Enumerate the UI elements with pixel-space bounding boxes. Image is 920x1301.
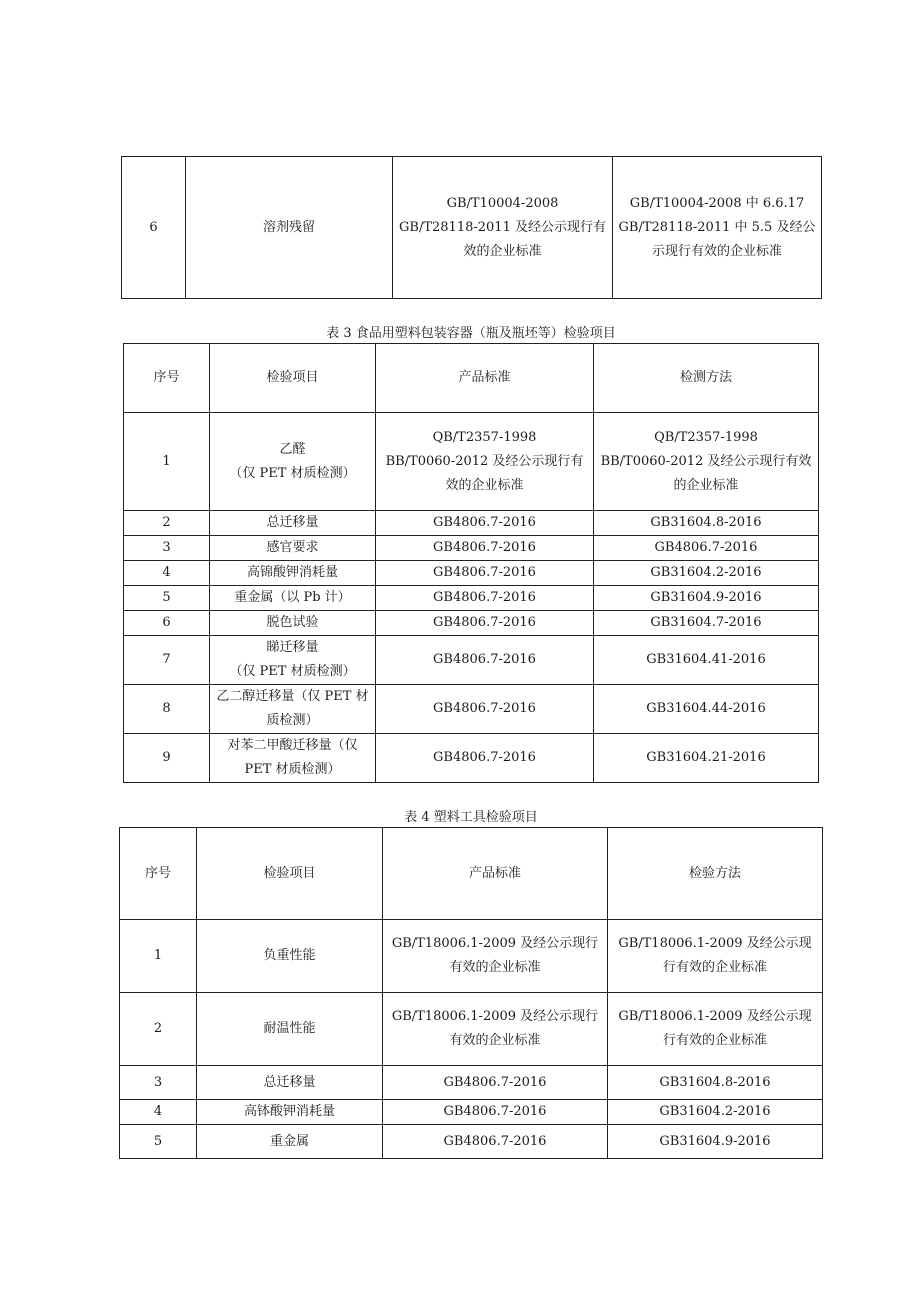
product-standard	[376, 536, 594, 561]
inspection-item: 溶剂残留	[186, 157, 393, 299]
standard-line: GB4806.7-2016	[443, 1133, 547, 1149]
row-number: 7	[124, 636, 210, 685]
method-line: GB31604.44-2016	[646, 701, 766, 716]
test-method	[594, 586, 819, 611]
header-row	[120, 828, 823, 920]
row-number: 4	[124, 561, 210, 586]
inspection-item	[210, 561, 376, 586]
method-line: GB31604.2-2016	[659, 1104, 771, 1119]
table-row	[124, 413, 819, 511]
test-method	[608, 1125, 823, 1159]
item-line: 睇迁移量	[266, 640, 319, 655]
inspection-item	[210, 586, 376, 611]
standard-line: 有效的企业标准	[449, 960, 541, 975]
method-line: GB/T18006.1-2009 及经公示现	[618, 936, 812, 951]
product-standard	[376, 611, 594, 636]
standard-line: GB/T10004-2008	[446, 195, 559, 211]
standard-line: BB/T0060-2012 及经公示现行有	[385, 453, 584, 469]
inspection-item	[210, 734, 376, 783]
method-line: GB31604.7-2016	[650, 615, 762, 630]
row-number: 5	[120, 1125, 197, 1159]
standard-line: 效的企业标准	[463, 243, 542, 259]
method-line: 行有效的企业标准	[662, 1033, 767, 1048]
item-line: （仅 PET 材质检测）	[229, 465, 356, 481]
product-standard	[376, 586, 594, 611]
item-line: 高锦酸钾消耗量	[246, 565, 338, 580]
standard-line: GB4806.7-2016	[443, 1104, 547, 1119]
inspection-item	[210, 413, 376, 511]
standard-line: QB/T2357-1998	[432, 429, 537, 445]
product-standard	[376, 734, 594, 783]
table-row	[124, 685, 819, 734]
table-row	[120, 920, 823, 993]
item-line: （仅 PET 材质检测）	[229, 664, 356, 679]
item-line: 脱色试验	[266, 615, 319, 630]
product-standard	[383, 1100, 608, 1125]
standard-line: GB4806.7-2016	[443, 1074, 547, 1090]
method-line: GB31604.21-2016	[646, 750, 766, 765]
table-top-continuation	[121, 156, 822, 299]
header-standard: 产品标准	[376, 344, 594, 413]
item-line: 乙二醇迁移量（仅 PET 材	[216, 689, 369, 704]
item-line: 重金属（以 Pb 计）	[234, 590, 351, 605]
row-number: 8	[124, 685, 210, 734]
inspection-item	[210, 636, 376, 685]
inspection-item	[197, 1125, 383, 1159]
header-no: 序号	[124, 344, 210, 413]
table4	[119, 827, 823, 1159]
test-method	[594, 561, 819, 586]
header-item: 检验项目	[210, 344, 376, 413]
product-standard	[376, 561, 594, 586]
product-standard	[376, 511, 594, 536]
header-method: 检测方法	[594, 344, 819, 413]
header-standard: 产品标准	[383, 828, 608, 920]
standard-line: GB4806.7-2016	[433, 652, 536, 667]
test-method	[608, 993, 823, 1066]
test-method	[613, 157, 822, 299]
standard-line: GB4806.7-2016	[433, 701, 536, 716]
standard-line: GB4806.7-2016	[433, 565, 536, 580]
method-line: 的企业标准	[673, 477, 739, 493]
method-line: GB31604.2-2016	[650, 565, 762, 580]
table3	[123, 343, 819, 783]
table-row	[124, 611, 819, 636]
test-method	[594, 611, 819, 636]
item-line: 总迁移量	[263, 1074, 316, 1090]
product-standard	[383, 1125, 608, 1159]
table-row	[120, 1125, 823, 1159]
row-number: 2	[120, 993, 197, 1066]
method-line: QB/T2357-1998	[654, 429, 758, 445]
row-number: 1	[124, 413, 210, 511]
item-line: PET 材质检测）	[244, 762, 341, 777]
table4-caption: 表 4 塑料工具检验项目	[404, 810, 538, 825]
row-number: 4	[120, 1100, 197, 1125]
method-line: GB/T10004-2008 中 6.6.17	[629, 195, 805, 211]
product-standard	[383, 1066, 608, 1100]
inspection-item	[210, 611, 376, 636]
table-row	[124, 511, 819, 536]
test-method	[594, 413, 819, 511]
row-number: 1	[120, 920, 197, 993]
row-number: 2	[124, 511, 210, 536]
row-number: 3	[124, 536, 210, 561]
standard-line: GB4806.7-2016	[433, 515, 536, 530]
inspection-item	[197, 1066, 383, 1100]
inspection-item	[210, 685, 376, 734]
product-standard	[393, 157, 613, 299]
method-line: GB/T28118-2011 中 5.5 及经公	[618, 219, 816, 235]
table-row	[124, 734, 819, 783]
test-method	[594, 734, 819, 783]
table-row	[124, 586, 819, 611]
row-number: 6	[122, 157, 186, 299]
standard-line: GB/T18006.1-2009 及经公示现行	[391, 1009, 599, 1024]
method-line: GB/T18006.1-2009 及经公示现	[618, 1009, 812, 1024]
method-line: GB31604.9-2016	[659, 1133, 771, 1149]
row-number: 5	[124, 586, 210, 611]
test-method	[608, 920, 823, 993]
method-line: GB4806.7-2016	[654, 540, 758, 555]
standard-line: GB4806.7-2016	[433, 615, 536, 630]
table3-caption: 表 3 食品用塑料包装容器（瓶及瓶坯等）检验项目	[326, 326, 616, 341]
product-standard	[383, 993, 608, 1066]
table-row	[124, 536, 819, 561]
header-method: 检验方法	[608, 828, 823, 920]
product-standard	[376, 685, 594, 734]
test-method	[608, 1100, 823, 1125]
method-line: GB31604.9-2016	[650, 590, 762, 605]
standard-line: GB4806.7-2016	[433, 590, 536, 605]
standard-line: 效的企业标准	[445, 477, 524, 493]
method-line: 行有效的企业标准	[662, 960, 767, 975]
method-line: 示现行有效的企业标准	[651, 243, 782, 259]
item-line: 质检测）	[266, 713, 319, 728]
product-standard	[376, 636, 594, 685]
header-no: 序号	[120, 828, 197, 920]
item-line: 感官要求	[266, 540, 319, 555]
header-row	[124, 344, 819, 413]
item-line: 重金属	[269, 1133, 309, 1149]
table-row	[120, 993, 823, 1066]
item-line: 负重性能	[263, 948, 316, 963]
item-line: 耐温性能	[263, 1021, 316, 1036]
method-line: GB31604.41-2016	[646, 652, 766, 667]
test-method	[594, 511, 819, 536]
test-method	[608, 1066, 823, 1100]
standard-line: GB/T28118-2011 及经公示现行有	[399, 219, 606, 235]
item-line: 乙醛	[279, 441, 306, 457]
test-method	[594, 536, 819, 561]
standard-line: GB4806.7-2016	[433, 540, 536, 555]
item-line: 总迁移量	[266, 515, 319, 530]
row-number: 3	[120, 1066, 197, 1100]
table-row	[124, 636, 819, 685]
method-line: GB31604.8-2016	[659, 1074, 771, 1090]
table-row	[122, 157, 822, 299]
test-method	[594, 685, 819, 734]
header-item: 检验项目	[197, 828, 383, 920]
standard-line: GB/T18006.1-2009 及经公示现行	[391, 936, 599, 951]
test-method	[594, 636, 819, 685]
inspection-item	[197, 1100, 383, 1125]
inspection-item	[197, 993, 383, 1066]
product-standard	[383, 920, 608, 993]
row-number: 6	[124, 611, 210, 636]
method-line: GB31604.8-2016	[650, 515, 762, 530]
product-standard	[376, 413, 594, 511]
method-line: BB/T0060-2012 及经公示现行有效	[600, 453, 812, 469]
table-row	[124, 561, 819, 586]
standard-line: GB4806.7-2016	[433, 750, 536, 765]
standard-line: 有效的企业标准	[449, 1033, 541, 1048]
item-line: 高钵酸钾消耗量	[243, 1104, 335, 1119]
table-row	[120, 1066, 823, 1100]
inspection-item	[210, 511, 376, 536]
inspection-item	[197, 920, 383, 993]
row-number: 9	[124, 734, 210, 783]
item-line: 对苯二甲酸迁移量（仅	[227, 738, 358, 753]
inspection-item	[210, 536, 376, 561]
table-row	[120, 1100, 823, 1125]
